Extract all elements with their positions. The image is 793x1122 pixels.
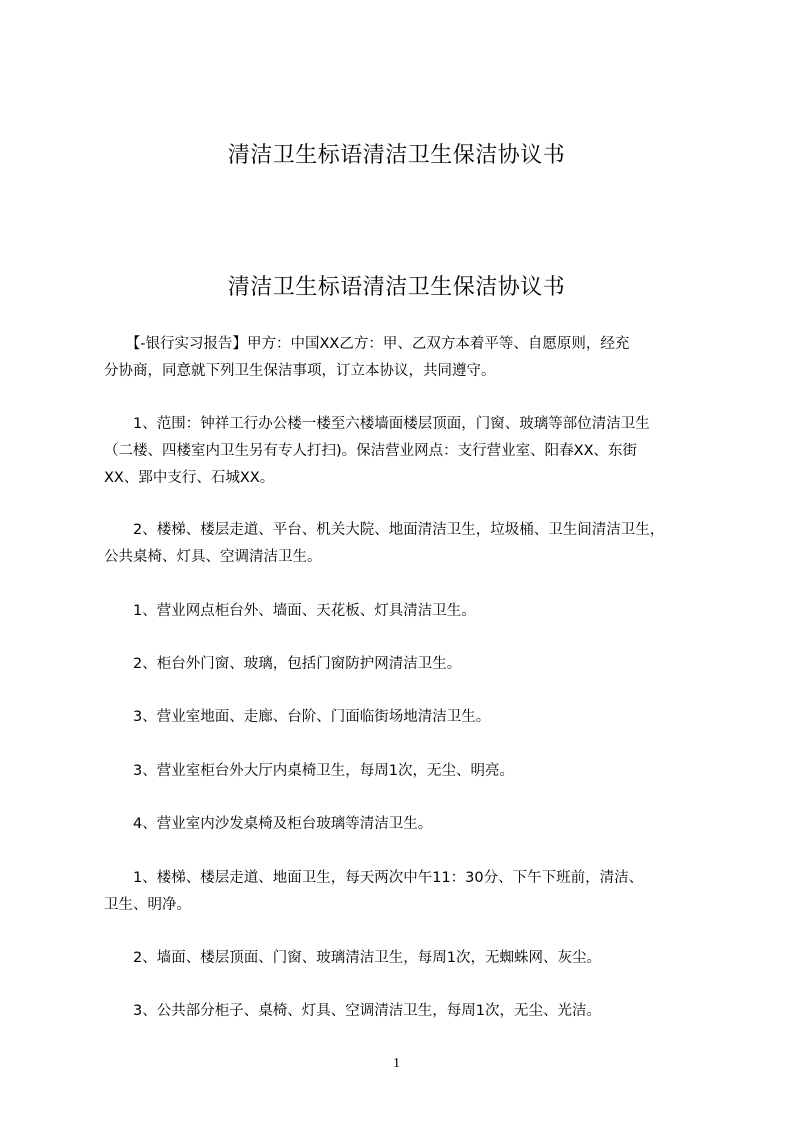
paragraph-line: 3、营业室地面、走廊、台阶、门面临街场地清洁卫生。 — [104, 709, 491, 725]
paragraph-item — [104, 945, 714, 972]
paragraph-item — [104, 651, 714, 678]
paragraph-line: 3、公共部分柜子、桌椅、灯具、空调清洁卫生，每周1次，无尘、光洁。 — [104, 1003, 601, 1019]
paragraph-line: 公共桌椅、灯具、空调清洁卫生。 — [104, 549, 322, 565]
document-subtitle: 清洁卫生标语清洁卫生保洁协议书 — [227, 275, 566, 300]
paragraph-line: 4、营业室内沙发桌椅及柜台玻璃等清洁卫生。 — [104, 816, 433, 832]
paragraph-line: 3、营业室柜台外大厅内桌椅卫生，每周1次，无尘、明亮。 — [104, 763, 514, 779]
paragraph-scope — [104, 411, 714, 492]
document-title: 清洁卫生标语清洁卫生保洁协议书 — [227, 143, 566, 168]
paragraph-item — [104, 865, 714, 919]
paragraph-line: 分协商，同意就下列卫生保洁事项，订立本协议，共同遵守。 — [104, 363, 496, 379]
paragraph-line: （二楼、四楼室内卫生另有专人打扫)。保洁营业网点：支行营业室、阳春XX、东街 — [104, 443, 638, 459]
paragraph-item — [104, 598, 714, 625]
paragraph-item — [104, 704, 714, 731]
paragraph-line: 2、楼梯、楼层走道、平台、机关大院、地面清洁卫生，垃圾桶、卫生间清洁卫生， — [104, 522, 665, 538]
paragraph-item — [104, 811, 714, 838]
paragraph-stairs — [104, 517, 714, 571]
paragraph-line: 2、墙面、楼层顶面、门窗、玻璃清洁卫生，每周1次，无蜘蛛网、灰尘。 — [104, 950, 601, 966]
paragraph-intro — [104, 331, 714, 385]
paragraph-line: 1、楼梯、楼层走道、地面卫生，每天两次中午11：30分、下午下班前，清洁、 — [104, 870, 644, 886]
paragraph-line: 【-银行实习报告】甲方：中国XX乙方：甲、乙双方本着平等、自愿原则，经充 — [104, 336, 630, 352]
paragraph-line: XX、郢中支行、石城XX。 — [104, 470, 275, 486]
paragraph-item — [104, 758, 714, 785]
paragraph-item — [104, 998, 714, 1025]
page-number: 1 — [393, 1056, 400, 1071]
paragraph-line: 2、柜台外门窗、玻璃，包括门窗防护网清洁卫生。 — [104, 656, 462, 672]
paragraph-line: 卫生、明净。 — [104, 897, 191, 913]
paragraph-line: 1、营业网点柜台外、墙面、天花板、灯具清洁卫生。 — [104, 603, 476, 619]
paragraph-line: 1、范围：钟祥工行办公楼一楼至六楼墙面楼层顶面，门窗、玻璃等部位清洁卫生 — [104, 416, 650, 432]
